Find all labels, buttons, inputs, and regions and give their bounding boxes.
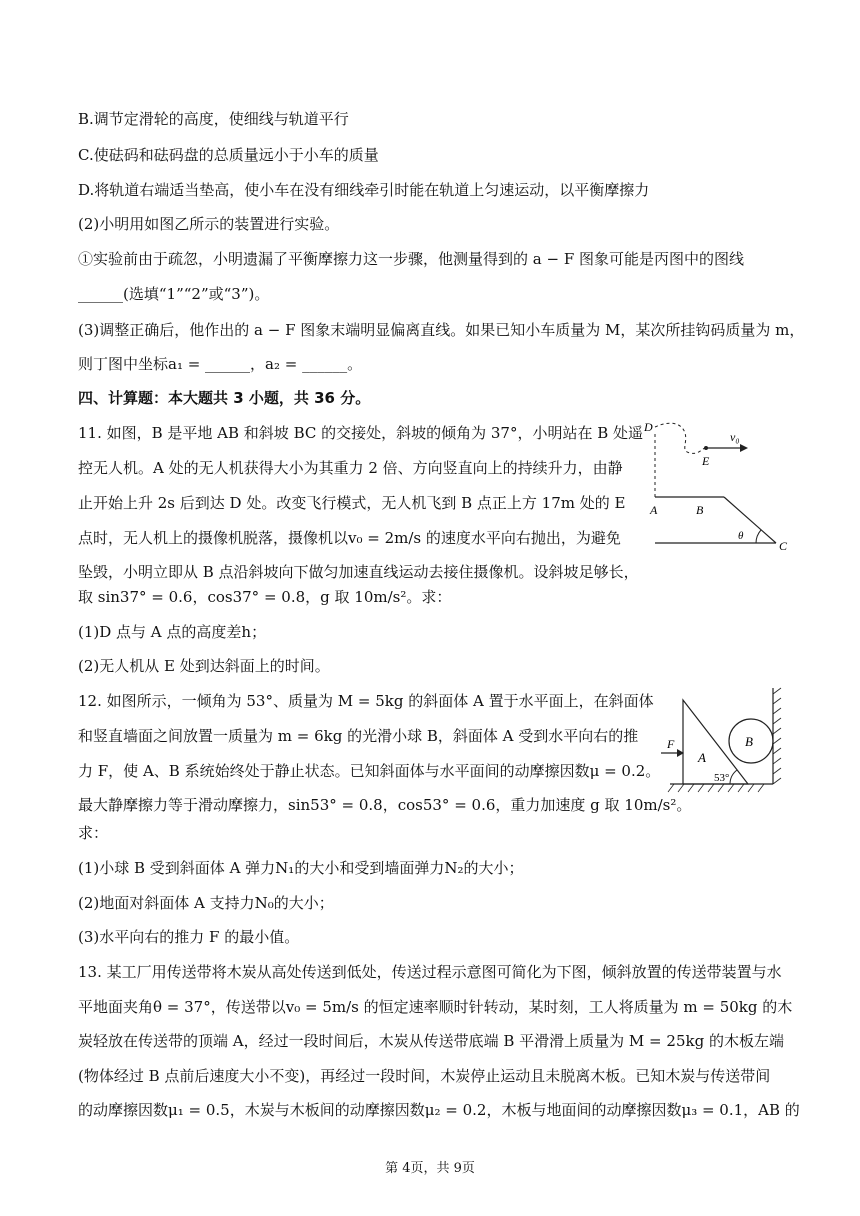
section-heading: 四、计算题：本大题共 3 小题，共 36 分。	[78, 389, 371, 407]
q13-line-1: 13. 某工厂用传送带将木炭从高处传送到低处，传送过程示意图可简化为下图，倾斜放置的传送带装置与水	[78, 963, 782, 981]
subquestion-2: (2)小明用如图乙所示的装置进行实验。	[78, 215, 340, 233]
q12-wedge-figure	[658, 686, 788, 806]
fig1-label-a: A	[650, 503, 658, 517]
fig2-label-f: F	[667, 737, 675, 751]
fig2-floor-hatch	[668, 784, 764, 792]
subquestion-3: (3)调整正确后，他作出的 a − F 图象末端明显偏离直线。如果已知小车质量为 M，某次所挂钩码质量为 m，	[78, 321, 805, 339]
q11-slope-figure	[640, 415, 790, 555]
q13-line-2: 平地面夹角θ = 37°，传送带以v₀ = 5m/s 的恒定速率顺时针转动，某时刻，工人将质量为 m = 50kg 的木	[78, 998, 793, 1016]
fig2-angle-arc	[730, 770, 737, 784]
q12-line-7: (2)地面对斜面体 A 支持力N₀的大小；	[78, 894, 334, 912]
fig2-label-angle: 53°	[714, 772, 730, 784]
q12-line-2: 和竖直墙面之间放置一质量为 m = 6kg 的光滑小球 B，斜面体 A 受到水平向右的推	[78, 727, 639, 745]
fig2-label-a: A	[698, 750, 706, 765]
q12-line-3: 力 F，使 A、B 系统始终处于静止状态。已知斜面体与水平面间的动摩擦因数μ = 0.2。	[78, 762, 661, 780]
q11-line-7: (1)D 点与 A 点的高度差h；	[78, 623, 267, 641]
fig2-wall-hatch	[773, 688, 781, 784]
q11-line-4: 点时，无人机上的摄像机脱落，摄像机以v₀ = 2m/s 的速度水平向右抛出，为避免	[78, 529, 621, 547]
q11-line-5: 坠毁，小明立即从 B 点沿斜坡向下做匀加速直线运动去接住摄像机。设斜坡足够长，	[78, 563, 639, 581]
option-c: C.使砝码和砝码盘的总质量远小于小车的质量	[78, 146, 379, 164]
q12-line-5: 求：	[78, 824, 109, 842]
q12-line-8: (3)水平向右的推力 F 的最小值。	[78, 928, 300, 946]
subquestion-2-1-blank: ______(选填“1”“2”或“3”)。	[78, 285, 270, 303]
q11-line-2: 控无人机。A 处的无人机获得大小为其重力 2 倍、方向竖直向上的持续升力，由静	[78, 459, 623, 477]
fig1-angle-arc	[756, 530, 761, 543]
q13-line-5: 的动摩擦因数μ₁ = 0.5，木炭与木板间的动摩擦因数μ₂ = 0.2，木板与地面间的动摩擦因数μ₃ = 0.1，AB 的	[78, 1101, 800, 1119]
q11-line-8: (2)无人机从 E 处到达斜面上的时间。	[78, 657, 330, 675]
q12-line-6: (1)小球 B 受到斜面体 A 弹力N₁的大小和受到墙面弹力N₂的大小；	[78, 859, 524, 877]
subquestion-3-cont: 则丁图中坐标a₁ = ______，a₂ = ______。	[78, 355, 363, 373]
fig1-flight-path	[655, 423, 705, 453]
fig1-slope	[724, 497, 776, 543]
q13-line-4: (物体经过 B 点前后速度大小不变)，再经过一段时间，木炭停止运动且未脱离木板。已知木炭与传送带间	[78, 1067, 771, 1085]
subquestion-2-1: ①实验前由于疏忽，小明遗漏了平衡摩擦力这一步骤，他测量得到的 a − F 图象可能是丙图中的图线	[78, 250, 744, 268]
fig1-label-b: B	[696, 503, 704, 517]
q13-line-3: 炭轻放在传送带的顶端 A，经过一段时间后，木炭从传送带底端 B 平滑滑上质量为 M = 25kg 的木板左端	[78, 1032, 784, 1050]
fig1-label-d: D	[644, 420, 653, 434]
fig1-arrow-head	[740, 444, 748, 452]
option-d: D.将轨道右端适当垫高，使小车在没有细线牵引时能在轨道上匀速运动，以平衡摩擦力	[78, 181, 650, 199]
fig1-label-v0: v₀	[730, 430, 740, 444]
fig2-label-b: B	[745, 734, 753, 749]
q12-line-4: 最大静摩擦力等于滑动摩擦力，sin53° = 0.8，cos53° = 0.6，重力加速度 g 取 10m/s²。	[78, 796, 692, 814]
fig1-label-e: E	[702, 454, 710, 468]
page-footer: 第 4页，共 9页	[385, 1161, 475, 1176]
option-b: B.调节定滑轮的高度，使细线与轨道平行	[78, 110, 349, 128]
q11-line-3: 止开始上升 2s 后到达 D 处。改变飞行模式，无人机飞到 B 点正上方 17m 处的 E	[78, 494, 626, 512]
fig1-label-theta: θ	[738, 530, 744, 542]
q12-line-1: 12. 如图所示，一倾角为 53°、质量为 M = 5kg 的斜面体 A 置于水平面上，在斜面体	[78, 692, 654, 710]
q11-line-1: 11. 如图，B 是平地 AB 和斜坡 BC 的交接处，斜坡的倾角为 37°，小明站在 B 处遥	[78, 424, 644, 442]
q11-line-6: 取 sin37° = 0.6，cos37° = 0.8，g 取 10m/s²。求：	[78, 588, 452, 606]
fig1-label-c: C	[779, 539, 788, 553]
